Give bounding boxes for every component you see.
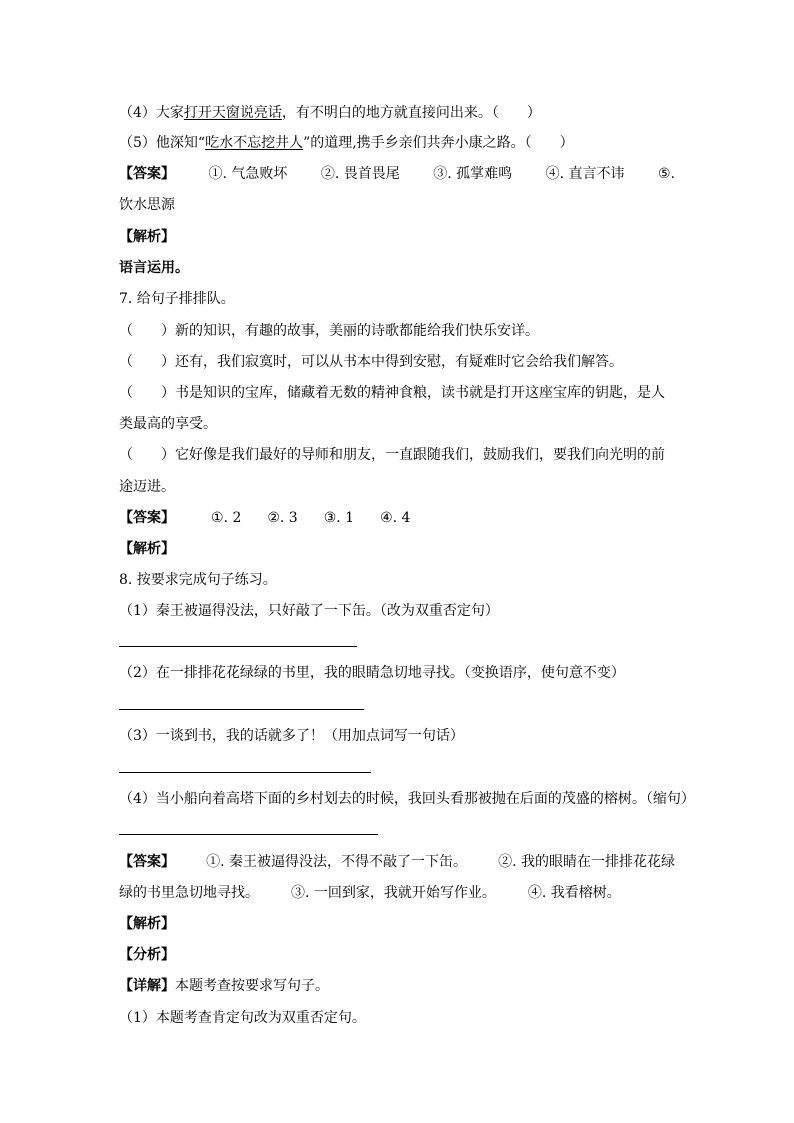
q8-detail: 【详解】本题考查按要求写句子。 [119, 978, 329, 994]
answer-item: ③. 1 [323, 510, 355, 526]
q8-answer-cont [119, 884, 621, 902]
answer-blank-line[interactable] [119, 834, 378, 835]
answer-item: ⑤. [657, 166, 675, 182]
answer-label: 【答案】 [119, 854, 175, 870]
q6-analysis-label: 【解析】 [119, 229, 175, 245]
q7-item-cont: 途迈进。 [119, 479, 175, 495]
answer-item: ①. 2 [211, 510, 242, 526]
answer-label: 【答案】 [119, 510, 175, 526]
q6-item-5: （5）他深知“吃水不忘挖井人”的道理,携手乡亲们共奔小康之路。（ ） [119, 135, 574, 151]
answer-item: ④. 4 [380, 510, 411, 526]
underlined-phrase: 吃水不忘挖井人 [205, 135, 304, 151]
q7-analysis-label: 【解析】 [119, 541, 175, 557]
answer-item: ③. 一回到家，我就开始写作业。 [291, 885, 496, 901]
answer-item: ④. 直言不讳 [545, 166, 625, 182]
answer-blank-line[interactable] [119, 709, 364, 710]
q8-item: （4）当小船向着高塔下面的乡村划去的时候，我回头看那被抛在后面的茂盛的榕树。（缩句） [119, 791, 695, 807]
q6-answer [119, 165, 675, 183]
q6-answer-cont: 饮水思源 [119, 197, 175, 213]
answer-item: ②. 我的眼睛在一排排花花绿 [498, 854, 675, 870]
answer-blank-line[interactable] [119, 772, 371, 773]
answer-label: 【答案】 [119, 166, 175, 182]
q7-item: （ ）它好像是我们最好的导师和朋友，一直跟随我们，鼓励我们，要我们向光明的前 [119, 447, 665, 463]
q7-item: （ ）还有，我们寂寞时，可以从书本中得到安慰，有疑难时它会给我们解答。 [119, 354, 623, 370]
q7-item: （ ）书是知识的宝库，储藏着无数的精神食粮，读书就是打开这座宝库的钥匙，是人 [119, 385, 665, 401]
q8-fenxi-label: 【分析】 [119, 947, 175, 963]
q7-answer [119, 509, 410, 527]
q8-detail-item: （1）本题考查肯定句改为双重否定句。 [119, 1010, 366, 1026]
q8-item: （2）在一排排花花绿绿的书里，我的眼睛急切地寻找。（变换语序，使句意不变） [119, 665, 625, 681]
underlined-phrase: 打开天窗说亮话 [183, 105, 282, 121]
detail-label: 【详解】 [119, 978, 175, 994]
q7-item: （ ）新的知识，有趣的故事，美丽的诗歌都能给我们快乐安详。 [119, 323, 539, 339]
q7-item-cont: 类最高的享受。 [119, 416, 217, 432]
answer-item: ①. 气急败坏 [208, 166, 288, 182]
q8-item: （3）一谈到书，我的话就多了！（用加点词写一句话） [119, 728, 464, 744]
q8-analysis-label: 【解析】 [119, 916, 175, 932]
q8-item: （1）秦王被逼得没法，只好敲了一下缶。（改为双重否定句） [119, 603, 499, 619]
q8-answer [119, 853, 675, 871]
answer-blank-line[interactable] [119, 646, 357, 647]
q8-title: 8. 按要求完成句子练习。 [119, 572, 277, 588]
answer-item: ①. 秦王被逼得没法，不得不敲了一下缶。 [206, 854, 467, 870]
answer-item: ④. 我看榕树。 [527, 885, 621, 901]
q6-item-4: （4）大家打开天窗说亮话，有不明白的地方就直接问出来。（ ） [119, 105, 541, 121]
q7-title: 7. 给句子排排队。 [119, 291, 235, 307]
answer-item: ②. 3 [267, 510, 298, 526]
answer-item: ②. 畏首畏尾 [320, 166, 400, 182]
answer-item: ③. 孤掌难鸣 [433, 166, 513, 182]
q6-analysis-text: 语言运用。 [119, 260, 189, 276]
answer-item: 绿的书里急切地寻找。 [119, 885, 259, 901]
